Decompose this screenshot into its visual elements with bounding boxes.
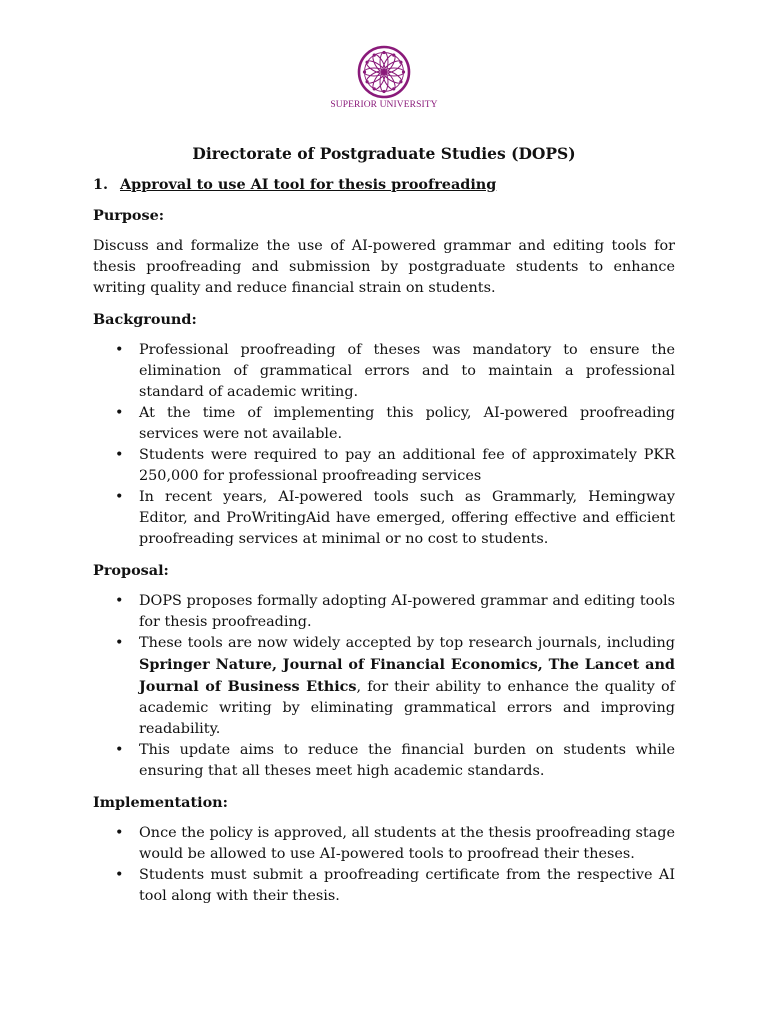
proposal-heading: Proposal:: [93, 562, 169, 579]
list-item: [93, 740, 675, 782]
document-title: Directorate of Postgraduate Studies (DOPS): [192, 144, 576, 163]
agenda-item-number: 1.: [93, 176, 109, 193]
proposal-list: [93, 591, 675, 782]
bullet-icon: •: [115, 447, 124, 463]
list-item-text: This update aims to reduce the financial burden on students while ensuring that all theses meet high academic standards.: [139, 742, 675, 779]
list-item-text: At the time of implementing this policy, AI-powered proofreading services were not available.: [139, 405, 675, 442]
list-item: [93, 340, 675, 403]
list-item: [93, 487, 675, 550]
background-list: [93, 340, 675, 550]
implementation-list: [93, 823, 675, 907]
list-item: [93, 865, 675, 907]
bullet-icon: •: [115, 489, 124, 505]
list-item-text-end: , for their ability to enhance the quality of academic writing by eliminating grammatical errors and improving readability.: [139, 679, 675, 737]
bullet-icon: •: [115, 825, 124, 841]
list-item: [93, 633, 675, 740]
list-item-text: Students were required to pay an additional fee of approximately PKR 250,000 for professional proofreading services: [139, 447, 675, 484]
university-emblem-icon: [356, 44, 412, 100]
agenda-item-heading: [93, 174, 675, 195]
university-logo: [320, 44, 448, 124]
bullet-icon: •: [115, 635, 124, 651]
background-heading: Background:: [93, 311, 197, 328]
list-item-text: DOPS proposes formally adopting AI-powered grammar and editing tools for thesis proofreading.: [139, 593, 675, 630]
list-item: [93, 445, 675, 487]
bullet-icon: •: [115, 405, 124, 421]
list-item: [93, 403, 675, 445]
journal-names: Springer Nature, Journal of Financial Economics, The Lancet and Journal of Business Ethics: [139, 656, 675, 695]
list-item-text: Once the policy is approved, all students at the thesis proofreading stage would be allowed to use AI-powered tools to proofread their theses.: [139, 825, 675, 862]
bullet-icon: •: [115, 742, 124, 758]
university-name: SUPERIOR UNIVERSITY: [330, 100, 438, 110]
agenda-item-title: Approval to use AI tool for thesis proofreading: [120, 176, 497, 193]
list-item-text: Students must submit a proofreading certificate from the respective AI tool along with their thesis.: [139, 867, 675, 904]
bullet-icon: •: [115, 593, 124, 609]
list-item-text: In recent years, AI-powered tools such as Grammarly, Hemingway Editor, and ProWritingAid have emerged, offering effective and efficient proofreading services at minimal or no cost to students.: [139, 489, 675, 547]
purpose-heading: Purpose:: [93, 207, 165, 224]
list-item: [93, 823, 675, 865]
document-body: [93, 143, 675, 917]
list-item-text-start: These tools are now widely accepted by top research journals, including: [139, 635, 675, 651]
bullet-icon: •: [115, 867, 124, 883]
implementation-heading: Implementation:: [93, 794, 228, 811]
purpose-text: Discuss and formalize the use of AI-powered grammar and editing tools for thesis proofreading and submission by postgraduate students to enhance writing quality and reduce financial strain on students.: [93, 238, 675, 296]
list-item: [93, 591, 675, 633]
bullet-icon: •: [115, 342, 124, 358]
list-item-text: Professional proofreading of theses was mandatory to ensure the elimination of grammatical errors and to maintain a professional standard of academic writing.: [139, 342, 675, 400]
